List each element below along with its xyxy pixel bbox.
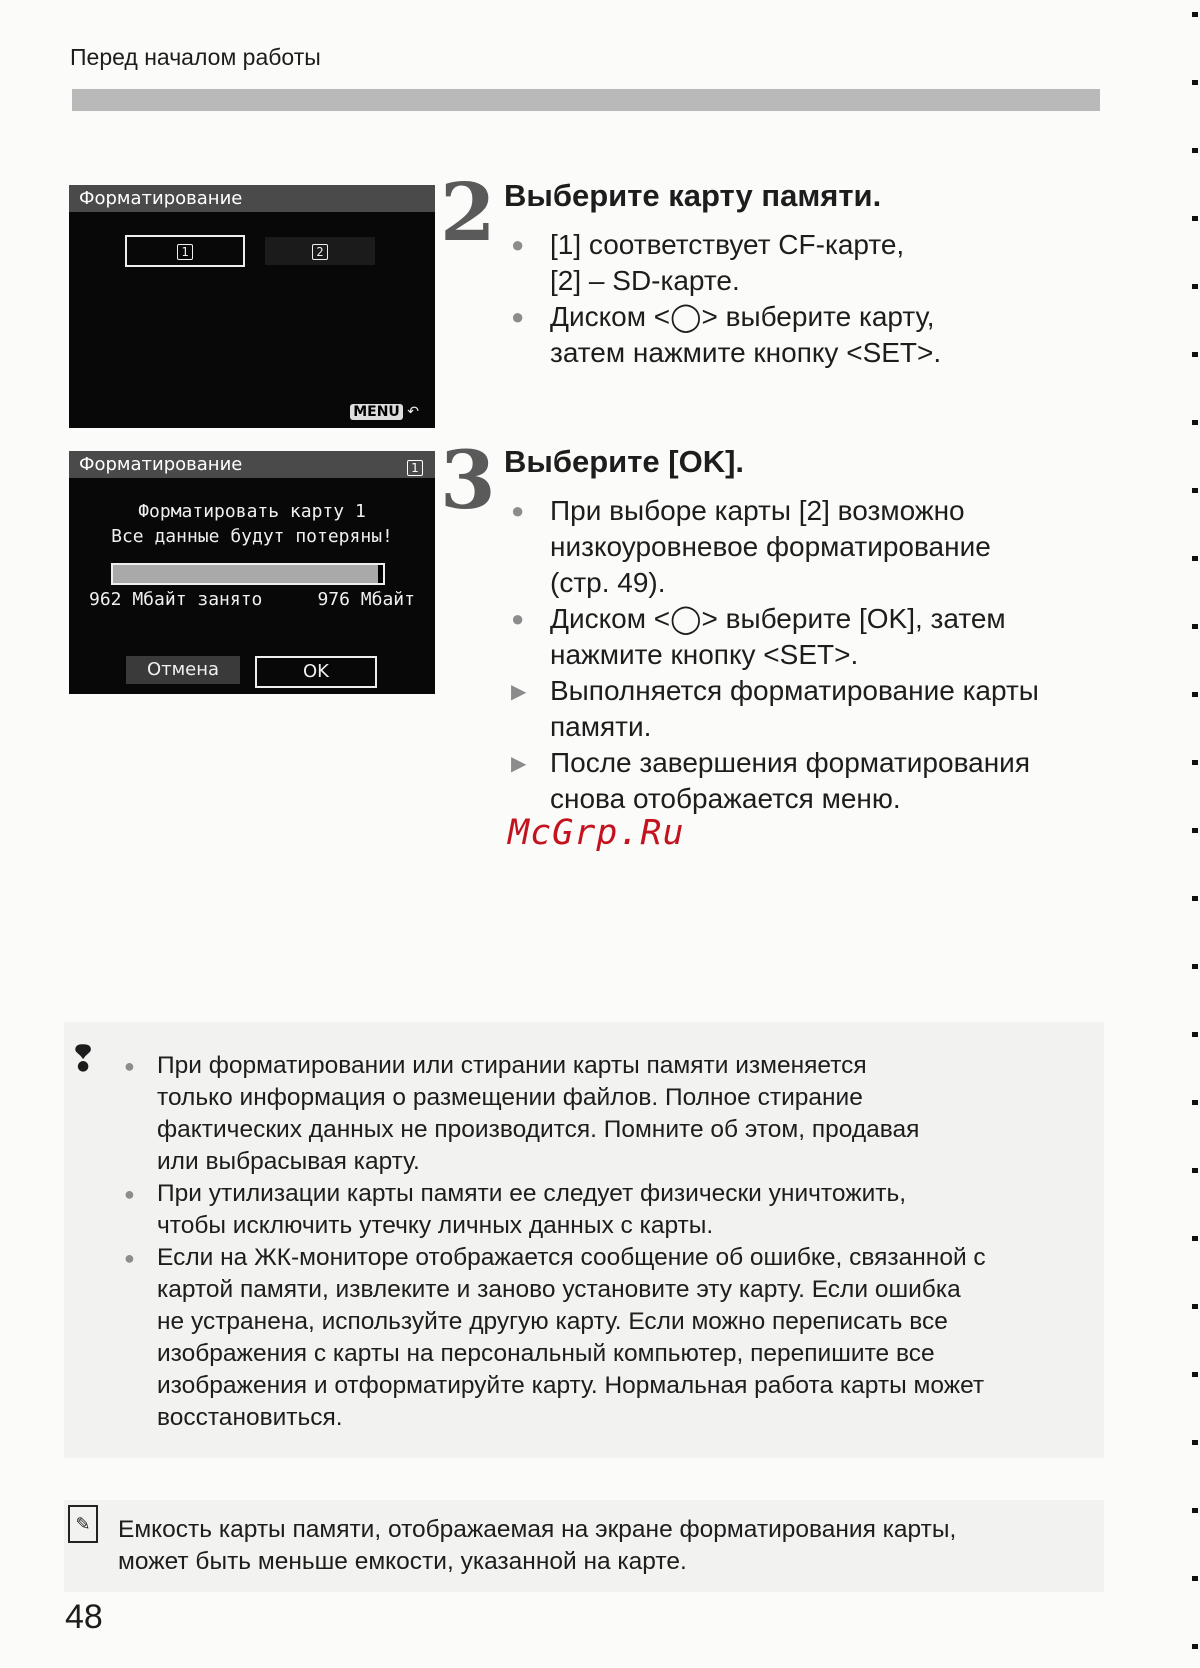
caution-line: изображения с карты на персональный компьютер, перепишите все — [157, 1340, 935, 1367]
edge-mark — [1192, 760, 1198, 765]
edge-mark — [1192, 352, 1198, 357]
edge-mark — [1192, 1304, 1198, 1309]
back-icon: ↶ — [407, 404, 419, 420]
caution-line: Если на ЖК-мониторе отображается сообщение об ошибке, связанной с — [157, 1244, 986, 1271]
card-2-icon: 2 — [312, 244, 328, 260]
caution-line: При форматировании или стирании карты памяти изменяется — [157, 1052, 867, 1079]
memo-text — [118, 1514, 1088, 1578]
ok-button[interactable]: OK — [255, 656, 377, 688]
step-number: 2 — [440, 165, 496, 259]
watermark: McGrp.Ru — [508, 813, 685, 853]
edge-mark — [1192, 1372, 1198, 1377]
edge-mark — [1192, 1168, 1198, 1173]
edge-mark — [1192, 148, 1198, 153]
screen-title: Форматирование — [69, 185, 435, 212]
memo-line: может быть меньше емкости, указанной на карте. — [118, 1548, 687, 1575]
caution-line: только информация о размещении файлов. Полное стирание — [157, 1084, 863, 1111]
result-arrow-icon — [511, 745, 526, 782]
item-line: Диском <◯> выберите карту, — [550, 301, 935, 332]
edge-mark — [1192, 1644, 1198, 1649]
edge-mark — [1192, 1236, 1198, 1241]
edge-mark — [1192, 420, 1198, 425]
step-title: Выберите [OK]. — [504, 444, 745, 479]
card-2-option[interactable] — [265, 237, 375, 265]
edge-mark — [1192, 284, 1198, 289]
item-line: [2] – SD-карте. — [550, 265, 740, 296]
total-capacity: 976 Мбайт — [317, 589, 415, 610]
bullet-icon — [511, 227, 524, 263]
header-bar — [72, 89, 1100, 111]
screen-title-text: Форматирование — [79, 454, 243, 475]
caution-line: или выбрасывая карту. — [157, 1148, 420, 1175]
item-line: [1] соответствует CF-карте, — [550, 229, 905, 260]
list-item — [507, 227, 1107, 299]
edge-mark — [1192, 12, 1198, 17]
screen-title — [69, 451, 435, 478]
edge-mark — [1192, 488, 1198, 493]
edge-mark — [1192, 556, 1198, 561]
edge-mark — [1192, 80, 1198, 85]
bullet-icon — [511, 299, 524, 335]
caution-line: фактических данных не производится. Помните об этом, продавая — [157, 1116, 920, 1143]
edge-mark — [1192, 1100, 1198, 1105]
section-title: Перед началом работы — [70, 44, 321, 70]
list-item — [507, 601, 1107, 673]
caution-line: восстановиться. — [157, 1404, 343, 1431]
list-item — [507, 299, 1107, 371]
step-title: Выберите карту памяти. — [504, 178, 882, 213]
edge-mark — [1192, 624, 1198, 629]
edge-mark — [1192, 1440, 1198, 1445]
list-item — [507, 673, 1107, 745]
capacity-bar — [111, 563, 385, 585]
capacity-bar-fill — [113, 565, 378, 583]
caution-item — [120, 1178, 1090, 1242]
caution-item — [120, 1242, 1090, 1434]
card-1-option[interactable] — [125, 235, 245, 267]
cancel-button[interactable]: Отмена — [126, 656, 240, 684]
edge-mark — [1192, 896, 1198, 901]
item-line: Диском <◯> выберите [OK], затем — [550, 603, 1006, 634]
edge-mark — [1192, 1576, 1198, 1581]
caution-icon: ❢ — [68, 1038, 99, 1079]
caution-line: картой памяти, извлеките и заново установите эту карту. Если ошибка — [157, 1276, 961, 1303]
used-capacity: 962 Мбайт занято — [89, 589, 263, 610]
format-confirm-screen — [69, 451, 435, 694]
item-line: снова отображается меню. — [550, 783, 901, 814]
list-item — [507, 745, 1107, 817]
item-line: памяти. — [550, 711, 652, 742]
bullet-icon — [124, 1178, 135, 1210]
format-card-select-screen — [69, 185, 435, 428]
caution-item — [120, 1050, 1090, 1178]
item-line: При выборе карты [2] возможно — [550, 495, 965, 526]
item-line: После завершения форматирования — [550, 747, 1030, 778]
bullet-icon — [511, 493, 524, 529]
bullet-icon — [511, 601, 524, 637]
item-line: затем нажмите кнопку <SET>. — [550, 337, 942, 368]
bullet-icon — [124, 1242, 135, 1274]
menu-back-hint — [350, 404, 419, 420]
item-line: низкоуровневое форматирование — [550, 531, 991, 562]
bullet-icon — [124, 1050, 135, 1082]
edge-mark — [1192, 216, 1198, 221]
format-message-line2: Все данные будут потеряны! — [111, 526, 393, 547]
page-number: 48 — [65, 1598, 103, 1636]
card-1-icon: 1 — [177, 244, 193, 260]
card-icon: 1 — [407, 455, 423, 482]
caution-line: чтобы исключить утечку личных данных с карты. — [157, 1212, 714, 1239]
result-arrow-icon — [511, 673, 526, 710]
caution-notes — [120, 1050, 1090, 1434]
caution-line: не устранена, используйте другую карту. Если можно переписать все — [157, 1308, 948, 1335]
edge-mark — [1192, 1032, 1198, 1037]
list-item — [507, 493, 1107, 601]
item-line: Выполняется форматирование карты — [550, 675, 1039, 706]
edge-mark — [1192, 828, 1198, 833]
item-line: нажмите кнопку <SET>. — [550, 639, 859, 670]
memo-line: Емкость карты памяти, отображаемая на экране форматирования карты, — [118, 1516, 957, 1543]
menu-label: MENU — [350, 404, 403, 420]
caution-line: При утилизации карты памяти ее следует физически уничтожить, — [157, 1180, 907, 1207]
step-3-instructions — [507, 493, 1107, 817]
edge-mark — [1192, 964, 1198, 969]
step-number: 3 — [440, 433, 496, 527]
edge-mark — [1192, 692, 1198, 697]
item-line: (стр. 49). — [550, 567, 666, 598]
caution-line: изображения и отформатируйте карту. Нормальная работа карты может — [157, 1372, 985, 1399]
step-2-instructions — [507, 227, 1107, 371]
edge-mark — [1192, 1508, 1198, 1513]
memo-icon: ✎ — [68, 1505, 98, 1543]
format-message-line1: Форматировать карту 1 — [138, 501, 366, 522]
